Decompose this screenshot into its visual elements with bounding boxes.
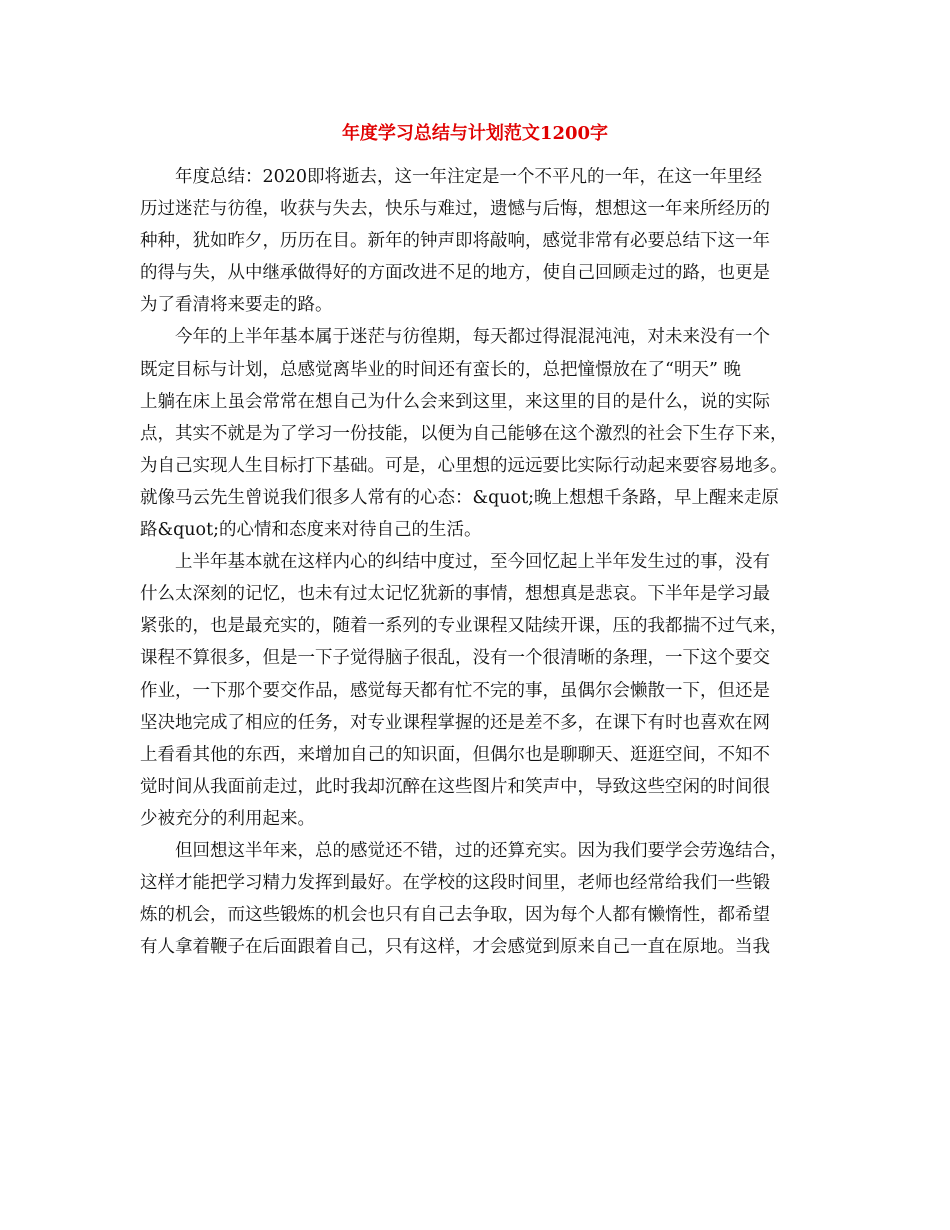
- text-line: 上躺在床上虽会常常在想自己为什么会来到这里，来这里的目的是什么，说的实际: [140, 391, 770, 412]
- text-line: 上看看其他的东西，来增加自己的知识面，但偶尔也是聊聊天、逛逛空间，不知不: [140, 744, 770, 765]
- document-title: 年度学习总结与计划范文1200字: [341, 123, 609, 144]
- text-line: 点，其实不就是为了学习一份技能，以便为自己能够在这个激烈的社会下生存下来，: [140, 423, 788, 444]
- text-line: 种种，犹如昨夕，历历在目。新年的钟声即将敲响，感觉非常有必要总结下这一年: [140, 231, 770, 252]
- text-line: 觉时间从我面前走过，此时我却沉醉在这些图片和笑声中，导致这些空闲的时间很: [140, 776, 770, 797]
- text-line: 少被充分的利用起来。: [140, 808, 315, 829]
- paragraph-4: [140, 835, 826, 963]
- text-line: 有人拿着鞭子在后面跟着自己，只有这样，才会感觉到原来自己一直在原地。当我: [140, 937, 770, 958]
- text-line: 炼的机会，而这些锻炼的机会也只有自己去争取，因为每个人都有懒惰性，都希望: [140, 905, 770, 926]
- text-line: 今年的上半年基本属于迷茫与彷徨期，每天都过得混混沌沌，对未来没有一个: [175, 327, 770, 348]
- text-line: 作业，一下那个要交作品，感觉每天都有忙不完的事，虽偶尔会懒散一下，但还是: [140, 680, 770, 701]
- text-line: 既定目标与计划，总感觉离毕业的时间还有蛮长的，总把憧憬放在了“明天” 晚: [140, 359, 741, 380]
- paragraph-1: [140, 161, 826, 321]
- text-line: 什么太深刻的记忆，也未有过太记忆犹新的事情，想想真是悲哀。下半年是学习最: [140, 584, 770, 605]
- text-line: 为了看清将来要走的路。: [140, 295, 333, 316]
- text-line: 路&quot;的心情和态度来对待自己的生活。: [140, 520, 482, 541]
- text-line: 为自己实现人生目标打下基础。可是，心里想的远远要比实际行动起来要容易地多。: [140, 455, 788, 476]
- text-line: 历过迷茫与彷徨，收获与失去，快乐与难过，遗憾与后悔，想想这一年来所经历的: [140, 199, 770, 220]
- text-line: 的得与失，从中继承做得好的方面改进不足的地方，使自己回顾走过的路，也更是: [140, 263, 770, 284]
- text-line: 坚决地完成了相应的任务，对专业课程掌握的还是差不多，在课下有时也喜欢在网: [140, 712, 770, 733]
- paragraph-2: [140, 321, 826, 546]
- text-line: 这样才能把学习精力发挥到最好。在学校的这段时间里，老师也经常给我们一些锻: [140, 873, 770, 894]
- document-body: [140, 161, 826, 963]
- text-line: 就像马云先生曾说我们很多人常有的心态：&quot;晚上想想千条路，早上醒来走原: [140, 487, 780, 508]
- text-line: 上半年基本就在这样内心的纠结中度过，至今回忆起上半年发生过的事，没有: [175, 552, 770, 573]
- paragraph-3: [140, 546, 826, 835]
- text-line: 但回想这半年来，总的感觉还不错，过的还算充实。因为我们要学会劳逸结合，: [175, 840, 788, 861]
- text-line: 课程不算很多，但是一下子觉得脑子很乱，没有一个很清晰的条理，一下这个要交: [140, 648, 770, 669]
- text-line: 年度总结：2020即将逝去，这一年注定是一个不平凡的一年，在这一年里经: [175, 167, 763, 187]
- text-line: 紧张的，也是最充实的，随着一系列的专业课程又陆续开课，压的我都揣不过气来，: [140, 616, 788, 637]
